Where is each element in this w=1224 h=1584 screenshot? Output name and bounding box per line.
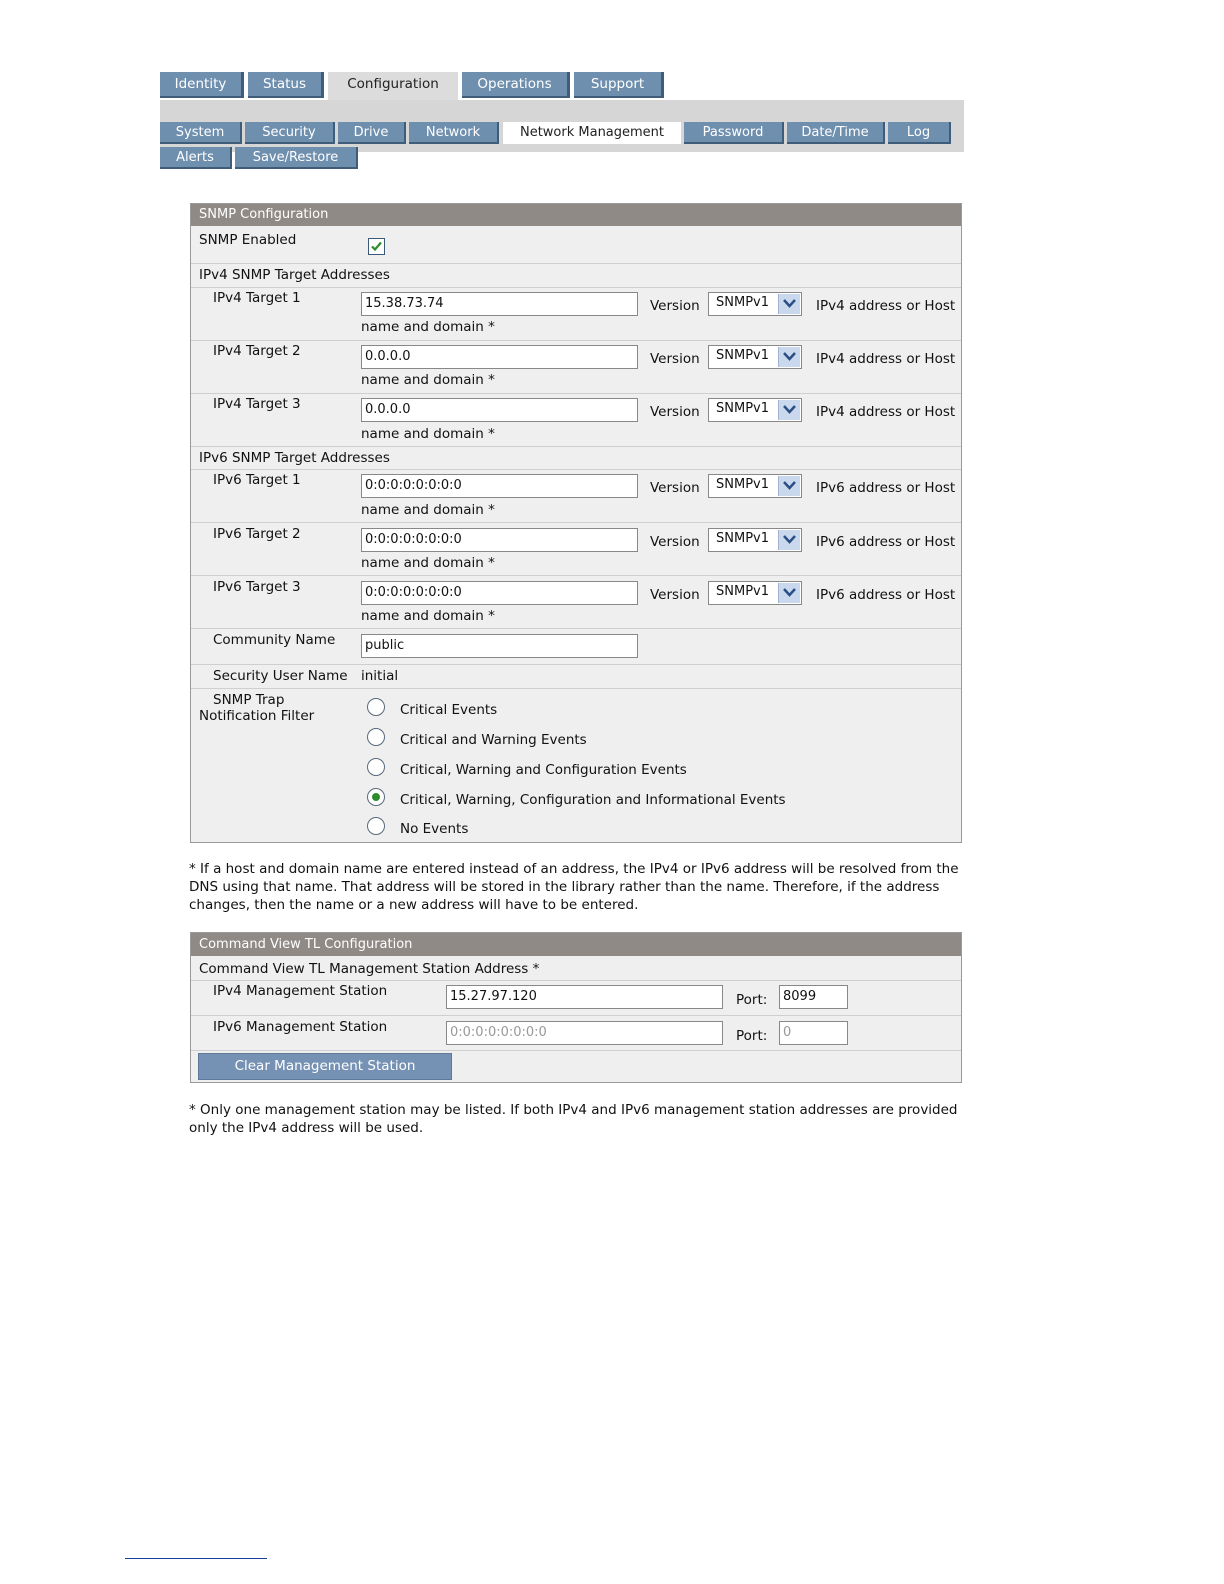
divider	[191, 1015, 961, 1016]
port-label: Port:	[736, 1028, 768, 1044]
divider	[191, 340, 961, 341]
ipv4-target-1-version-select[interactable]	[708, 292, 802, 316]
chevron-down-icon	[778, 347, 800, 367]
ipv6-target-2-hint: IPv6 address or Host	[816, 534, 956, 550]
ipv4-targets-heading: IPv4 SNMP Target Addresses	[199, 267, 390, 283]
select-value: SNMPv1	[716, 401, 769, 416]
subtab-password[interactable]: Password	[684, 122, 784, 144]
ipv6-target-1-version-select[interactable]	[708, 474, 802, 498]
divider	[191, 980, 961, 981]
ipv4-target-2-input[interactable]: 0.0.0.0	[361, 345, 638, 369]
ipv6-target-3-input[interactable]: 0:0:0:0:0:0:0:0	[361, 581, 638, 605]
security-user-label: Security User Name	[213, 668, 348, 684]
tab-status[interactable]: Status	[248, 72, 324, 98]
chevron-down-icon	[778, 400, 800, 420]
tab-configuration[interactable]: Configuration	[328, 72, 458, 100]
version-label: Version	[650, 404, 700, 420]
ipv4-target-3-version-select[interactable]	[708, 398, 802, 422]
command-view-title: Command View TL Configuration	[191, 933, 961, 956]
ipv6-target-3-hint: IPv6 address or Host	[816, 587, 956, 603]
ipv6-target-1-label: IPv6 Target 1	[213, 472, 301, 488]
trap-option-label: No Events	[400, 821, 469, 837]
trap-option-label: Critical, Warning and Configuration Events	[400, 762, 687, 778]
chevron-down-icon	[778, 530, 800, 550]
ipv6-target-2-input[interactable]: 0:0:0:0:0:0:0:0	[361, 528, 638, 552]
divider	[191, 522, 961, 523]
name-domain-text: name and domain *	[361, 555, 495, 571]
tab-identity[interactable]: Identity	[160, 72, 244, 98]
command-view-panel	[190, 932, 962, 1083]
version-label: Version	[650, 587, 700, 603]
select-value: SNMPv1	[716, 531, 769, 546]
version-label: Version	[650, 480, 700, 496]
chevron-down-icon	[778, 294, 800, 314]
ipv4-target-2-hint: IPv4 address or Host	[816, 351, 956, 367]
ipv6-station-label: IPv6 Management Station	[213, 1019, 388, 1035]
management-station-heading: Command View TL Management Station Address *	[199, 961, 540, 977]
ipv4-target-1-label: IPv4 Target 1	[213, 290, 301, 306]
divider	[191, 287, 961, 288]
ipv4-station-input[interactable]: 15.27.97.120	[446, 985, 723, 1009]
divider	[191, 469, 961, 470]
subtab-drive[interactable]: Drive	[338, 122, 406, 144]
divider	[191, 1050, 961, 1051]
ipv4-station-label: IPv4 Management Station	[213, 983, 388, 999]
subtab-system[interactable]: System	[160, 122, 242, 144]
trap-radio-critical[interactable]	[367, 698, 385, 716]
divider	[191, 664, 961, 665]
checkmark-icon	[369, 239, 384, 254]
ipv4-target-1-hint: IPv4 address or Host	[816, 298, 956, 314]
select-value: SNMPv1	[716, 295, 769, 310]
ipv6-target-3-label: IPv6 Target 3	[213, 579, 301, 595]
trap-label-line-2: Notification Filter	[199, 708, 315, 724]
subtab-alerts[interactable]: Alerts	[160, 147, 232, 169]
footer-divider	[125, 1558, 267, 1559]
ipv4-target-3-input[interactable]: 0.0.0.0	[361, 398, 638, 422]
snmp-footnote: * If a host and domain name are entered instead of an address, the IPv4 or IPv6 address will be resolved from the DNS using that name. That address will be stored in the library rather than the name. Therefore, if the address changes, then the name or a new address will have to be entered.	[189, 861, 959, 913]
trap-option-label: Critical and Warning Events	[400, 732, 587, 748]
select-value: SNMPv1	[716, 348, 769, 363]
ipv4-target-3-hint: IPv4 address or Host	[816, 404, 956, 420]
version-label: Version	[650, 534, 700, 550]
trap-label-line-1: SNMP Trap	[213, 692, 285, 708]
divider	[191, 628, 961, 629]
cvtl-footnote: * Only one management station may be listed. If both IPv4 and IPv6 management station addresses are provided only the IPv4 address will be used.	[189, 1102, 958, 1136]
port-label: Port:	[736, 992, 768, 1008]
community-name-input[interactable]: public	[361, 634, 638, 658]
ipv6-station-input[interactable]: 0:0:0:0:0:0:0:0	[446, 1021, 723, 1045]
trap-option-label: Critical Events	[400, 702, 498, 718]
subtab-security[interactable]: Security	[245, 122, 335, 144]
divider	[191, 393, 961, 394]
tab-support[interactable]: Support	[574, 72, 664, 98]
subtab-date-time[interactable]: Date/Time	[787, 122, 885, 144]
select-value: SNMPv1	[716, 477, 769, 492]
name-domain-text: name and domain *	[361, 426, 495, 442]
version-label: Version	[650, 298, 700, 314]
divider	[191, 575, 961, 576]
subtab-save-restore[interactable]: Save/Restore	[235, 147, 358, 169]
clear-management-station-button[interactable]: Clear Management Station	[198, 1053, 452, 1080]
divider	[191, 263, 961, 264]
subtab-network[interactable]: Network	[409, 122, 499, 144]
ipv4-port-input[interactable]: 8099	[779, 985, 848, 1009]
chevron-down-icon	[778, 583, 800, 603]
trap-radio-critical-warning-config[interactable]	[367, 758, 385, 776]
ipv6-target-3-version-select[interactable]	[708, 581, 802, 605]
divider	[191, 688, 961, 689]
tab-operations[interactable]: Operations	[462, 72, 570, 98]
ipv6-port-input[interactable]: 0	[779, 1021, 848, 1045]
ipv4-target-2-label: IPv4 Target 2	[213, 343, 301, 359]
trap-radio-all-events[interactable]	[367, 788, 385, 806]
name-domain-text: name and domain *	[361, 372, 495, 388]
snmp-enabled-checkbox[interactable]	[368, 238, 385, 255]
ipv6-target-1-input[interactable]: 0:0:0:0:0:0:0:0	[361, 474, 638, 498]
community-name-label: Community Name	[213, 632, 336, 648]
chevron-down-icon	[778, 476, 800, 496]
trap-radio-critical-warning[interactable]	[367, 728, 385, 746]
snmp-enabled-label: SNMP Enabled	[199, 232, 297, 248]
ipv6-target-1-hint: IPv6 address or Host	[816, 480, 956, 496]
name-domain-text: name and domain *	[361, 502, 495, 518]
ipv6-target-2-version-select[interactable]	[708, 528, 802, 552]
ipv4-target-3-label: IPv4 Target 3	[213, 396, 301, 412]
trap-option-label: Critical, Warning, Configuration and Informational Events	[400, 792, 786, 808]
subtab-log[interactable]: Log	[888, 122, 951, 144]
version-label: Version	[650, 351, 700, 367]
snmp-panel-title: SNMP Configuration	[191, 204, 961, 226]
ipv4-target-1-input[interactable]: 15.38.73.74	[361, 292, 638, 316]
subtab-network-management[interactable]: Network Management	[503, 122, 681, 144]
security-user-value: initial	[361, 668, 399, 684]
name-domain-text: name and domain *	[361, 319, 495, 335]
divider	[191, 446, 961, 447]
name-domain-text: name and domain *	[361, 608, 495, 624]
trap-radio-no-events[interactable]	[367, 817, 385, 835]
select-value: SNMPv1	[716, 584, 769, 599]
ipv6-targets-heading: IPv6 SNMP Target Addresses	[199, 450, 390, 466]
snmp-configuration-panel	[190, 203, 962, 843]
ipv4-target-2-version-select[interactable]	[708, 345, 802, 369]
ipv6-target-2-label: IPv6 Target 2	[213, 526, 301, 542]
radio-selected-dot	[372, 793, 380, 801]
